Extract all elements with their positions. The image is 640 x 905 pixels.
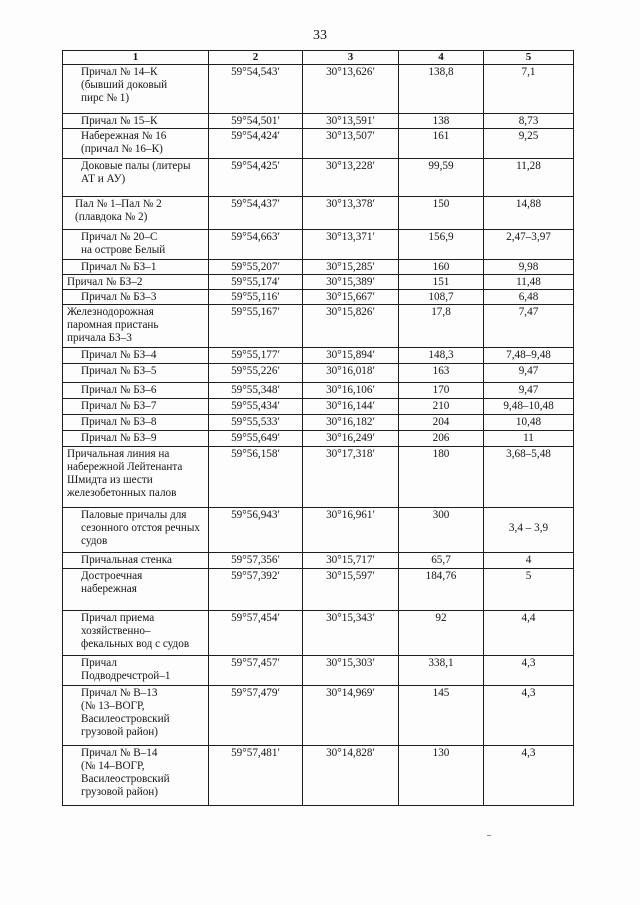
depth-cell [484,569,574,611]
depth-text: 9,47 [518,384,539,396]
depth-cell [484,553,574,569]
table-row [63,553,574,569]
latitude-cell [209,656,303,686]
latitude-text: 59°55,167′ [231,306,280,318]
berth-name-cell [63,399,209,415]
longitude-cell [303,431,399,447]
berth-name-cell [63,447,209,508]
latitude-cell [209,275,303,290]
length-cell [399,415,484,431]
longitude-cell [303,399,399,415]
length-text: 163 [432,365,450,377]
berth-name-text: Причал № 15–К [81,115,158,127]
longitude-text: 30°13,591′ [326,115,375,127]
longitude-text: 30°15,826′ [326,306,375,318]
berth-name-text: Причал № 20–С на острове Белый [81,231,166,256]
longitude-text: 30°13,507′ [326,130,375,142]
depth-cell [484,290,574,305]
length-cell [399,431,484,447]
table-row [63,746,574,806]
scan-mark [487,835,491,836]
depth-text: 2,47–3,97 [506,231,551,243]
longitude-text: 30°15,389′ [326,276,375,288]
depth-cell [484,348,574,364]
longitude-cell [303,159,399,197]
longitude-text: 30°16,182′ [326,416,375,428]
berth-name-cell [63,65,209,114]
latitude-text: 59°54,424′ [231,130,280,142]
length-cell [399,305,484,348]
longitude-text: 30°17,318′ [326,448,375,460]
table-row [63,197,574,230]
table-row [63,275,574,290]
length-cell [399,159,484,197]
berth-name-cell [63,415,209,431]
longitude-text: 30°16,018′ [326,365,375,377]
table-row [63,364,574,383]
depth-cell [484,746,574,806]
table-row [63,230,574,260]
latitude-cell [209,746,303,806]
longitude-cell [303,383,399,399]
latitude-text: 59°55,174′ [231,276,280,288]
longitude-text: 30°13,378′ [326,198,375,210]
table-row [63,611,574,656]
longitude-text: 30°14,969′ [326,687,375,699]
length-text: 184,76 [425,570,457,582]
length-text: 206 [432,432,450,444]
berth-name-text: Причал № БЗ–4 [81,349,157,361]
depth-text: 11 [523,432,534,444]
latitude-text: 59°57,481′ [231,747,280,759]
latitude-cell [209,383,303,399]
table-row [63,290,574,305]
latitude-text: 59°55,533′ [231,416,280,428]
berth-name-text: Доковые палы (литеры АТ и АУ) [81,160,191,185]
table-row [63,508,574,553]
depth-text: 9,25 [518,130,539,142]
length-cell [399,383,484,399]
berth-name-cell [63,197,209,230]
longitude-cell [303,415,399,431]
berth-name-cell [63,569,209,611]
longitude-cell [303,553,399,569]
table-row [63,348,574,364]
header-col-4: 4 [399,51,484,65]
latitude-cell [209,447,303,508]
length-cell [399,508,484,553]
latitude-cell [209,364,303,383]
depth-cell [484,197,574,230]
depth-text: 7,1 [521,66,536,78]
length-cell [399,129,484,159]
berth-name-text: Причал № БЗ–5 [81,365,157,377]
depth-cell [484,260,574,275]
length-cell [399,686,484,746]
latitude-cell [209,553,303,569]
depth-text: 4,3 [521,657,536,669]
berth-name-cell [63,364,209,383]
length-cell [399,553,484,569]
longitude-cell [303,746,399,806]
latitude-cell [209,305,303,348]
latitude-text: 59°54,663′ [231,231,280,243]
depth-text: 6,48 [518,291,539,303]
latitude-text: 59°57,457′ [231,657,280,669]
table-row [63,399,574,415]
length-text: 204 [432,416,450,428]
length-text: 160 [432,261,450,273]
longitude-cell [303,65,399,114]
depth-text: 7,48–9,48 [506,349,551,361]
length-text: 108,7 [428,291,454,303]
header-col-5: 5 [484,51,574,65]
berth-name-cell [63,686,209,746]
longitude-text: 30°16,144′ [326,400,375,412]
depth-text: 4 [525,554,532,566]
latitude-cell [209,399,303,415]
berth-name-text: Причал № 14–К (бывший доковый пирс № 1) [81,66,168,104]
latitude-cell [209,431,303,447]
length-text: 161 [432,130,450,142]
table-header-row [63,51,574,65]
depth-cell [484,129,574,159]
longitude-cell [303,447,399,508]
depth-text: 14,88 [515,198,542,210]
longitude-cell [303,275,399,290]
depth-text: 7,47 [518,306,539,318]
table-row [63,65,574,114]
depth-text: 8,73 [518,115,539,127]
longitude-cell [303,611,399,656]
berth-name-text: Причал № БЗ–6 [81,384,157,396]
table-row [63,383,574,399]
length-cell [399,260,484,275]
latitude-cell [209,230,303,260]
berth-name-text: Пал № 1–Пал № 2 (плавдока № 2) [75,198,162,223]
length-cell [399,746,484,806]
longitude-cell [303,230,399,260]
berth-name-cell [63,553,209,569]
berth-name-cell [63,305,209,348]
length-cell [399,569,484,611]
table-row [63,569,574,611]
latitude-text: 59°56,158′ [231,448,280,460]
latitude-text: 59°55,434′ [231,400,280,412]
length-text: 92 [435,612,447,624]
longitude-cell [303,197,399,230]
depth-cell [484,431,574,447]
length-text: 99,59 [428,160,454,172]
depth-cell [484,159,574,197]
table-row [63,686,574,746]
length-text: 138,8 [428,66,454,78]
length-text: 150 [432,198,450,210]
longitude-text: 30°13,626′ [326,66,375,78]
depth-cell [484,364,574,383]
table-row [63,114,574,129]
berth-name-text: Причал приема хозяйственно– фекальных вод с судов [81,612,190,650]
longitude-text: 30°15,343′ [326,612,375,624]
length-text: 338,1 [428,657,454,669]
latitude-text: 59°57,356′ [231,554,280,566]
longitude-text: 30°15,285′ [326,261,375,273]
longitude-cell [303,686,399,746]
latitude-cell [209,129,303,159]
latitude-text: 59°57,392′ [231,570,280,582]
berth-name-text: Причал № В–14 (№ 14–ВОГР, Василеостровский грузовой район) [81,747,170,798]
berth-name-text: Причал № БЗ–2 [67,276,143,288]
length-cell [399,611,484,656]
latitude-cell [209,260,303,275]
length-cell [399,290,484,305]
berth-name-cell [63,230,209,260]
length-cell [399,197,484,230]
latitude-text: 59°55,226′ [231,365,280,377]
length-text: 180 [432,448,450,460]
depth-cell [484,399,574,415]
length-text: 156,9 [428,231,454,243]
page-number: 33 [313,28,327,43]
latitude-text: 59°55,116′ [231,291,280,303]
header-col-3: 3 [303,51,399,65]
depth-cell [484,686,574,746]
length-text: 17,8 [431,306,451,318]
berth-name-cell [63,260,209,275]
longitude-text: 30°13,371′ [326,231,375,243]
depth-text: 4,4 [521,612,536,624]
longitude-cell [303,305,399,348]
latitude-text: 59°55,348′ [231,384,280,396]
depth-text: 4,3 [521,747,536,759]
longitude-cell [303,290,399,305]
longitude-text: 30°16,961′ [326,509,375,521]
berth-name-text: Причал № БЗ–7 [81,400,157,412]
longitude-cell [303,656,399,686]
berth-name-cell [63,275,209,290]
depth-text: 3,4 – 3,9 [508,522,549,534]
depth-cell [484,508,574,553]
longitude-text: 30°15,894′ [326,349,375,361]
table-row [63,159,574,197]
longitude-cell [303,114,399,129]
berth-name-cell [63,431,209,447]
longitude-cell [303,129,399,159]
berth-name-text: Причал № БЗ–9 [81,432,157,444]
depth-cell [484,656,574,686]
longitude-text: 30°16,106′ [326,384,375,396]
length-text: 65,7 [431,554,451,566]
length-text: 130 [432,747,450,759]
depth-text: 11,48 [516,276,541,288]
length-text: 300 [432,509,450,521]
longitude-cell [303,260,399,275]
berth-name-text: Достроечная набережная [81,570,143,595]
depth-text: 5 [525,570,532,582]
depth-text: 11,28 [516,160,541,172]
table-row [63,129,574,159]
berth-name-cell [63,656,209,686]
length-text: 210 [432,400,450,412]
berth-name-text: Причал № БЗ–3 [81,291,157,303]
length-text: 151 [432,276,450,288]
depth-cell [484,415,574,431]
latitude-text: 59°57,479′ [231,687,280,699]
berth-name-text: Причал № БЗ–8 [81,416,157,428]
depth-cell [484,230,574,260]
latitude-text: 59°57,454′ [231,612,280,624]
length-cell [399,230,484,260]
table-row [63,305,574,348]
berth-name-text: Паловые причалы для сезонного отстоя речных судов [81,509,200,547]
length-text: 145 [432,687,450,699]
latitude-cell [209,415,303,431]
longitude-cell [303,569,399,611]
latitude-text: 59°55,649′ [231,432,280,444]
longitude-text: 30°15,597′ [326,570,375,582]
berth-name-cell [63,348,209,364]
berth-name-cell [63,383,209,399]
depth-cell [484,114,574,129]
berth-name-cell [63,114,209,129]
berth-name-cell [63,159,209,197]
berth-name-text: Причальная линия на набережной Лейтенанта Шмидта из шести железобетонных палов [67,448,183,499]
berth-name-cell [63,129,209,159]
length-cell [399,65,484,114]
table-row [63,260,574,275]
length-cell [399,364,484,383]
berths-table [62,50,574,806]
longitude-cell [303,348,399,364]
longitude-cell [303,364,399,383]
longitude-text: 30°16,249′ [326,432,375,444]
header-col-1: 1 [63,51,209,65]
berth-name-cell [63,508,209,553]
length-text: 148,3 [428,349,454,361]
length-cell [399,447,484,508]
depth-text: 9,98 [518,261,539,273]
latitude-cell [209,65,303,114]
latitude-cell [209,159,303,197]
berth-name-cell [63,611,209,656]
table-row [63,656,574,686]
latitude-text: 59°54,425′ [231,160,280,172]
depth-cell [484,65,574,114]
longitude-text: 30°15,667′ [326,291,375,303]
length-cell [399,275,484,290]
length-cell [399,114,484,129]
latitude-text: 59°55,177′ [231,349,280,361]
longitude-text: 30°15,303′ [326,657,375,669]
latitude-cell [209,348,303,364]
latitude-text: 59°54,437′ [231,198,280,210]
latitude-cell [209,611,303,656]
latitude-text: 59°56,943′ [231,509,280,521]
depth-text: 9,48–10,48 [503,400,554,412]
depth-cell [484,447,574,508]
longitude-cell [303,508,399,553]
depth-cell [484,275,574,290]
depth-text: 3,68–5,48 [506,448,551,460]
latitude-cell [209,569,303,611]
latitude-cell [209,114,303,129]
latitude-cell [209,290,303,305]
depth-cell [484,305,574,348]
berth-name-text: Набережная № 16 (причал № 16–К) [81,130,167,155]
berth-name-text: Железнодорожная паромная пристань причала БЗ–3 [67,306,159,344]
berth-name-text: Причальная стенка [81,554,172,566]
depth-cell [484,383,574,399]
longitude-text: 30°14,828′ [326,747,375,759]
latitude-cell [209,508,303,553]
depth-text: 4,3 [521,687,536,699]
length-cell [399,348,484,364]
berth-name-cell [63,290,209,305]
depth-text: 10,48 [515,416,542,428]
latitude-cell [209,197,303,230]
latitude-text: 59°54,543′ [231,66,280,78]
latitude-text: 59°54,501′ [231,115,280,127]
berth-name-text: Причал Подводречстрой–1 [81,657,171,682]
latitude-cell [209,686,303,746]
table-row [63,431,574,447]
berth-name-cell [63,746,209,806]
table-row [63,415,574,431]
header-col-2: 2 [209,51,303,65]
length-cell [399,656,484,686]
berth-name-text: Причал № В–13 (№ 13–ВОГР, Василеостровский грузовой район) [81,687,170,738]
length-text: 138 [432,115,450,127]
depth-text: 9,47 [518,365,539,377]
longitude-text: 30°15,717′ [326,554,375,566]
longitude-text: 30°13,228′ [326,160,375,172]
length-text: 170 [432,384,450,396]
latitude-text: 59°55,207′ [231,261,280,273]
table-row [63,447,574,508]
length-cell [399,399,484,415]
depth-cell [484,611,574,656]
berth-name-text: Причал № БЗ–1 [81,261,157,273]
table-body [63,65,574,806]
